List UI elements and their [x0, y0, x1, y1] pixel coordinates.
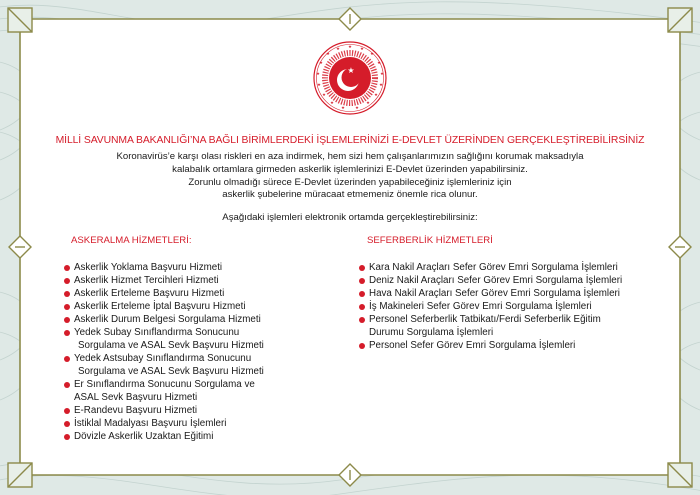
bullet-icon [359, 304, 365, 310]
bullet-icon [359, 265, 365, 271]
list-item: Askerlik Erteleme İptal Başvuru Hizmeti [64, 300, 334, 313]
bullet-icon [359, 278, 365, 284]
svg-text:★: ★ [370, 51, 374, 56]
seferberlik-list [359, 261, 669, 352]
svg-text:★: ★ [319, 60, 323, 65]
svg-text:★: ★ [330, 100, 334, 105]
bullet-icon [64, 278, 70, 284]
seferberlik-title: SEFERBERLİK HİZMETLERİ [367, 235, 493, 246]
list-item: Deniz Nakil Araçları Sefer Görev Emri Sorgulama İşlemleri [359, 274, 669, 287]
list-item: Hava Nakil Araçları Sefer Görev Emri Sorgulama İşlemleri [359, 287, 669, 300]
svg-text:★: ★ [317, 82, 321, 87]
svg-text:★: ★ [326, 51, 330, 56]
list-item: Yedek Subay Sınıflandırma Sonucunu Sorgulama ve ASAL Sevk Başvuru Hizmeti [64, 326, 334, 352]
svg-text:★: ★ [379, 82, 383, 87]
svg-text:★: ★ [380, 71, 384, 76]
bullet-icon [64, 408, 70, 414]
bullet-icon [64, 291, 70, 297]
intro-line: Zorunlu olmadığı sürece E-Devlet üzerinden yapabileceğiniz işlemleriniz için [188, 176, 512, 188]
askeralma-title: ASKERALMA HİZMETLERİ: [71, 235, 192, 246]
bullet-icon [359, 343, 365, 349]
intro-paragraph [0, 151, 700, 202]
list-item: Er Sınıflandırma Sonucunu Sorgulama ve ASAL Sevk Başvuru Hizmeti [64, 378, 334, 404]
ministry-seal-icon [312, 40, 388, 116]
bullet-icon [64, 356, 70, 362]
bullet-icon [64, 382, 70, 388]
svg-text:★: ★ [316, 71, 320, 76]
svg-text:★: ★ [322, 92, 326, 97]
list-item: Dövizle Askerlik Uzaktan Eğitimi [64, 430, 334, 443]
svg-text:★: ★ [355, 105, 359, 110]
list-item: Askerlik Yoklama Başvuru Hizmeti [64, 261, 334, 274]
svg-text:★: ★ [360, 46, 364, 51]
bullet-icon [64, 330, 70, 336]
bullet-icon [64, 304, 70, 310]
svg-text:★: ★ [366, 100, 370, 105]
bullet-icon [359, 291, 365, 297]
svg-text:★: ★ [347, 66, 355, 75]
bullet-icon [64, 434, 70, 440]
intro-line: askerlik şubelerine müracaat etmemeniz önemle rica olunur. [222, 189, 478, 201]
list-item: İstiklal Madalyası Başvuru İşlemleri [64, 417, 334, 430]
list-item: Askerlik Hizmet Tercihleri Hizmeti [64, 274, 334, 287]
bullet-icon [64, 421, 70, 427]
list-item: Personel Seferberlik Tatbikatı/Ferdi Seferberlik Eğitim Durumu Sorgulama İşlemleri [359, 313, 669, 339]
intro-line: Koronavirüs’e karşı olası riskleri en aza indirmek, hem sizi hem çalışanlarımızın sağlığını korumak maksadıyla [116, 151, 584, 162]
svg-text:★: ★ [348, 44, 352, 49]
list-item: Askerlik Erteleme Başvuru Hizmeti [64, 287, 334, 300]
svg-text:★: ★ [377, 60, 381, 65]
svg-text:★: ★ [341, 105, 345, 110]
bullet-icon [64, 317, 70, 323]
page-heading: MİLLİ SAVUNMA BAKANLIĞI’NA BAĞLI BİRİMLERDEKİ İŞLEMLERİNİZİ E-DEVLET ÜZERİNDEN GERÇEKLEŞTİREBİLİRSİNİZ [55, 135, 645, 146]
askeralma-list [64, 261, 334, 443]
list-item: Personel Sefer Görev Emri Sorgulama İşlemleri [359, 339, 669, 352]
bullet-icon [64, 265, 70, 271]
list-item: E-Randevu Başvuru Hizmeti [64, 404, 334, 417]
bullet-icon [359, 317, 365, 323]
list-item: Kara Nakil Araçları Sefer Görev Emri Sorgulama İşlemleri [359, 261, 669, 274]
list-item: Askerlik Durum Belgesi Sorgulama Hizmeti [64, 313, 334, 326]
intro-line: kalabalık ortamlara girmeden askerlik işlemlerinizi E-Devlet üzerinden yapabilirsiniz. [172, 163, 528, 175]
list-item: İş Makineleri Sefer Görev Emri Sorgulama İşlemleri [359, 300, 669, 313]
lead-sentence: Aşağıdaki işlemleri elektronik ortamda gerçekleştirebilirsiniz: [222, 212, 478, 223]
svg-text:★: ★ [374, 92, 378, 97]
seferberlik-section [359, 234, 669, 352]
list-item: Yedek Astsubay Sınıflandırma Sonucunu Sorgulama ve ASAL Sevk Başvuru Hizmeti [64, 352, 334, 378]
askeralma-section [64, 234, 334, 443]
svg-text:★: ★ [336, 46, 340, 51]
